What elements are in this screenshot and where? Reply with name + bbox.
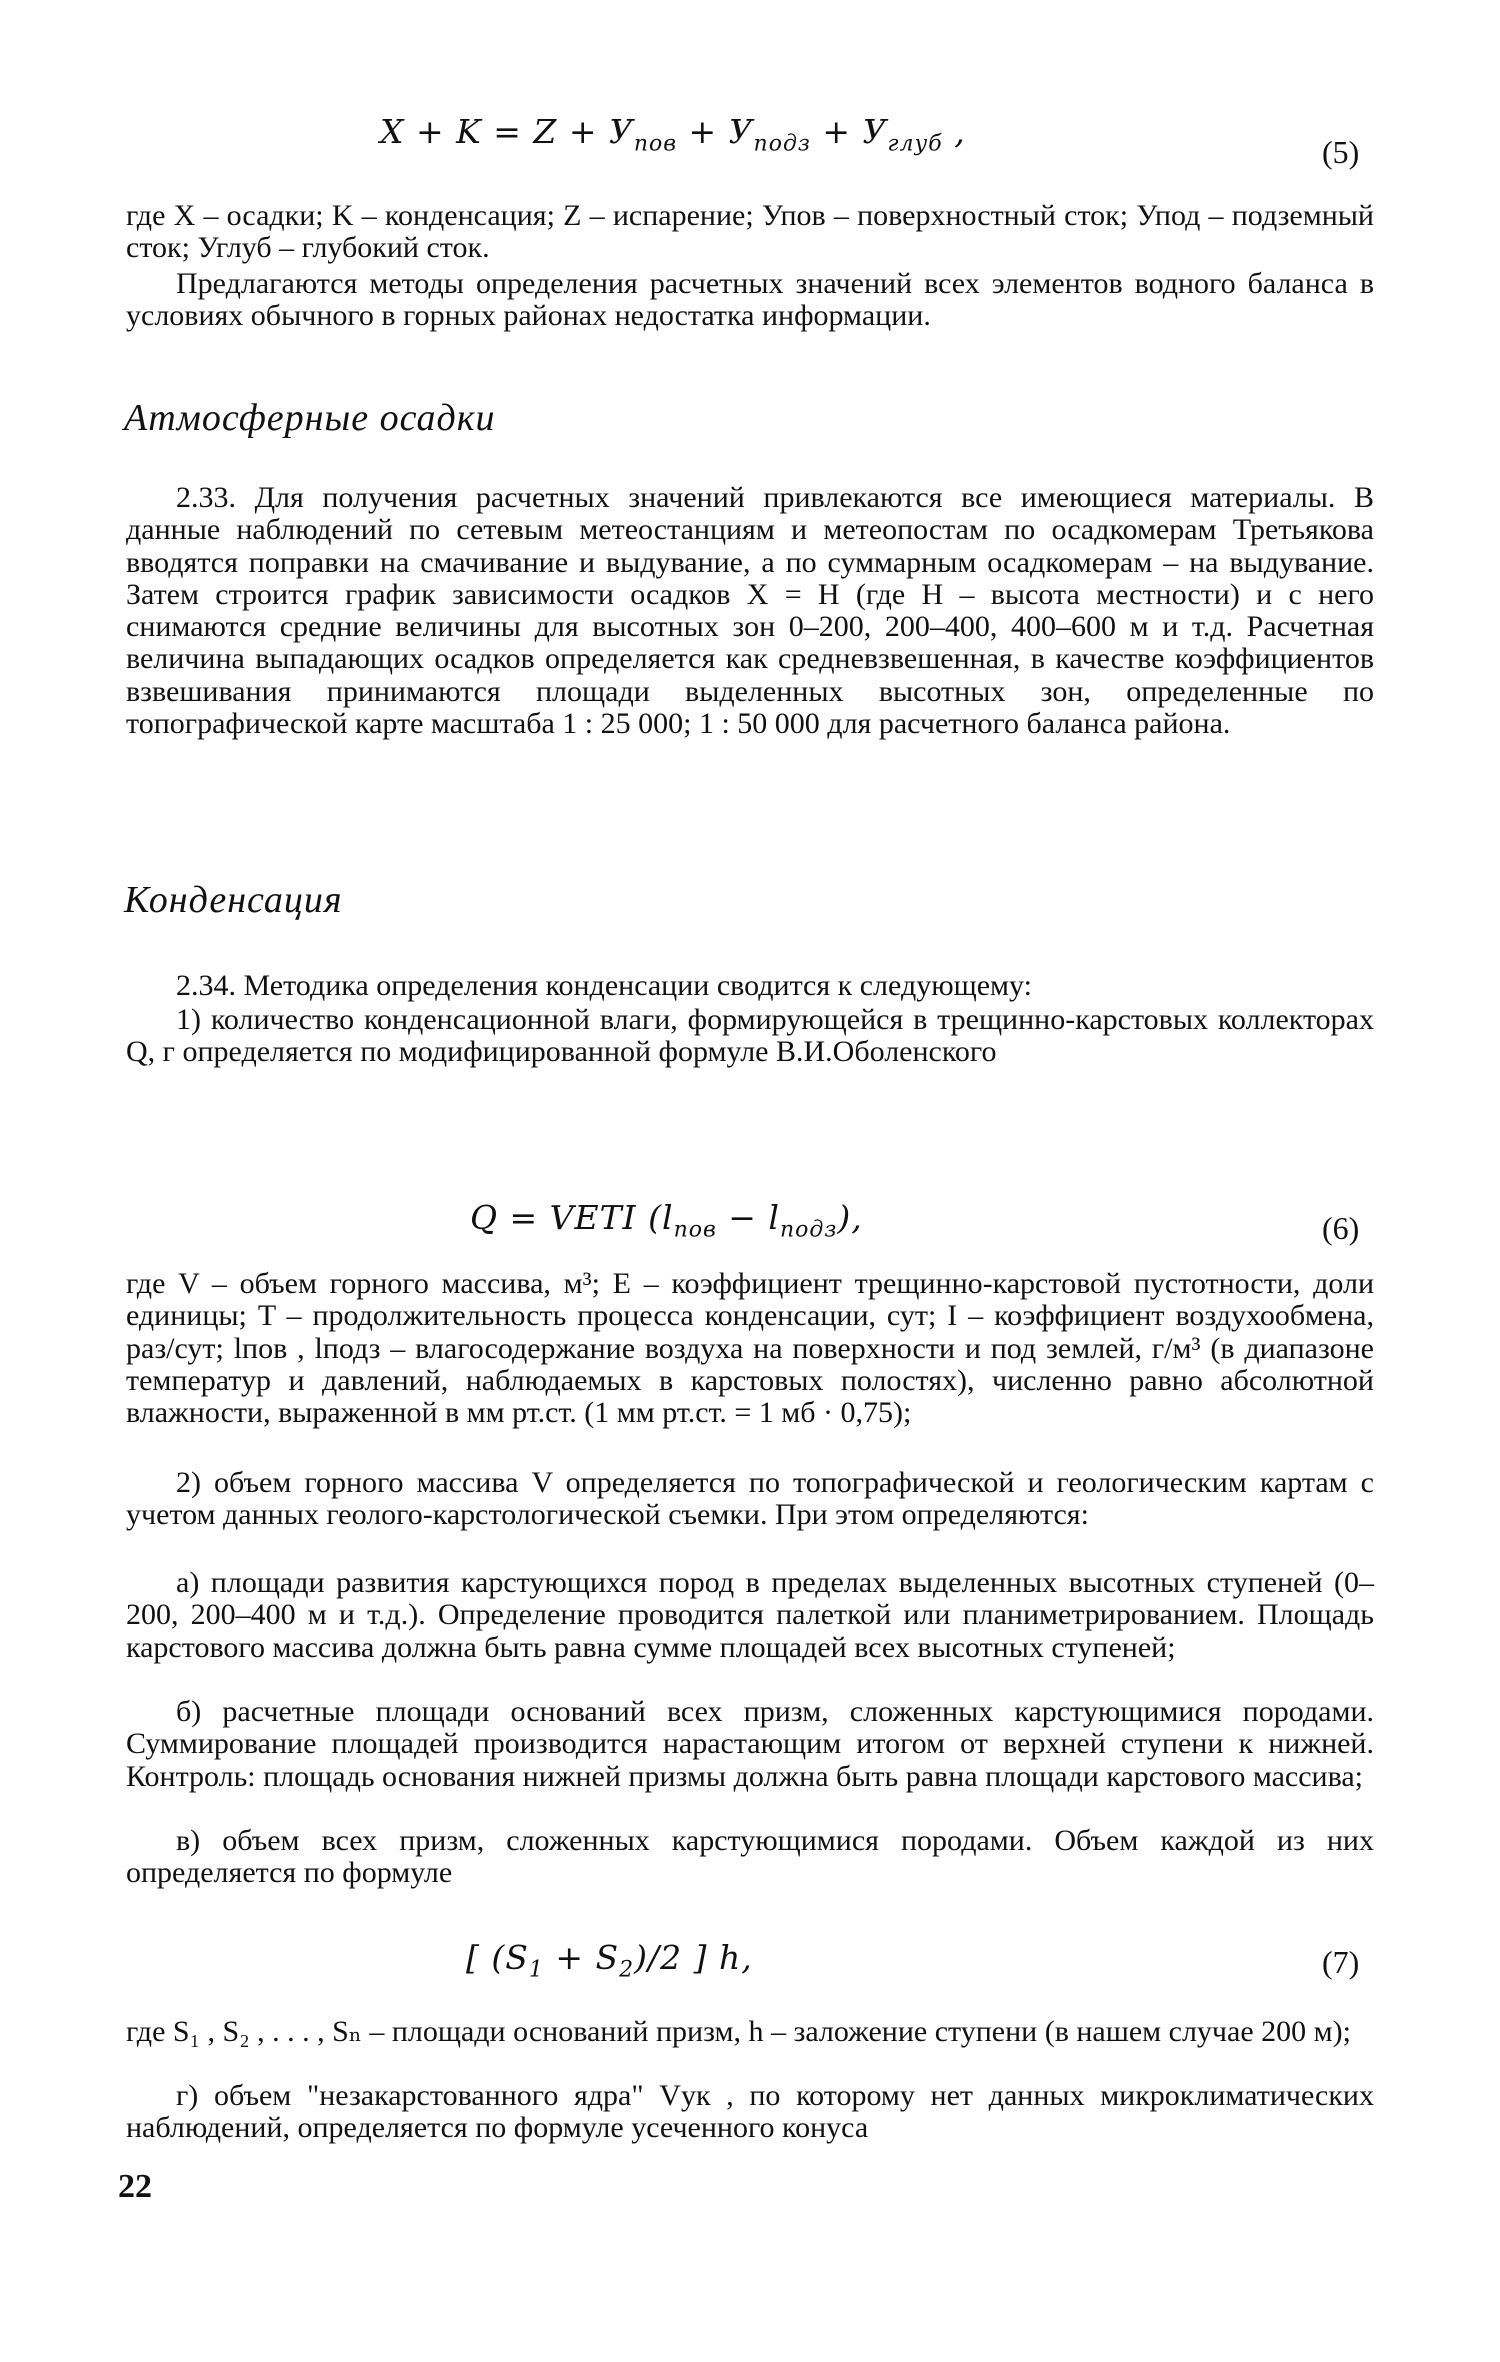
formula-7-sub: 2 [619,1957,635,1983]
formula-6-part: ), [837,1198,863,1237]
formula-5-part: , [942,112,966,151]
paragraph-2-34: 2.34. Методика определения конденсации сводится к следующему: [176,969,1032,1002]
paragraph-legend-7: где S₁ , S₂ , . . . , Sₙ – площади оснований призм, h – заложение ступени (в нашем случае 200 м); [126,2015,1351,2048]
formula-7-part: + S [543,1938,620,1977]
paragraph-item-2: 2) объем горного массива V определяется по топографической и геологическим картам с учетом данных геолого-карстологической съемки. При этом определяются: [126,1466,1374,1532]
formula-5-sub: подз [753,131,811,157]
formula-7-part: [ (S [466,1938,529,1977]
formula-5-part: X + K = Z + У [380,112,634,151]
formula-5 [380,112,966,157]
formula-6-part: − l [716,1198,780,1237]
paragraph-legend-6: где V – объем горного массива, м³; E – коэффициент трещинно-карстовой пустотности, доли единицы; T – продолжительность процесса конденсации, сут; I – коэффициент воздухообмена, раз/сут; lпов , lподз – влагосодержание воздуха на поверхности и под землей, г/м³ (в диапазоне температур и давлений, наблюдаемых в карстовых полостях), численно равно абсолютной влажности, выраженной в мм рт.ст. (1 мм рт.ст. = 1 мб · 0,75); [126,1267,1374,1430]
formula-7 [466,1938,753,1983]
page-number: 22 [118,2168,152,2205]
formula-7-sub: 1 [528,1957,544,1983]
paragraph-item-v: в) объем всех призм, сложенных карстующимися породами. Объем каждой из них определяется по формуле [126,1824,1374,1890]
paragraph-legend-5: где X – осадки; K – конденсация; Z – испарение; Упов – поверхностный сток; Упод – подземный сток; Углуб – глубокий сток. [126,199,1374,265]
formula-6 [470,1198,863,1243]
paragraph-item-b: б) расчетные площади оснований всех призм, сложенных карстующимися породами. Суммирование площадей производится нарастающим итогом от верхней ступени к нижней. Контроль: площадь основания нижней призмы должна быть равна площади карстового массива; [126,1695,1374,1793]
equation-number-5: (5) [1322,134,1360,170]
formula-5-part: + У [677,112,754,151]
formula-7-part: )/2 ] h, [634,1938,753,1977]
section-heading-condensation: Конденсация [124,879,343,921]
formula-6-sub: подз [779,1217,838,1243]
formula-6-part: Q = VETI (l [470,1198,674,1237]
paragraph-2-33: 2.33. Для получения расчетных значений привлекаются все имеющиеся материалы. В данные наблюдений по сетевым метеостанциям и метеопостам по осадкомерам Третьякова вводятся поправки на смачивание и выдувание, а по суммарным осадкомерам – на выдувание. Затем строится график зависимости осадков X = H (где H – высота местности) и с него снимаются средние величины для высотных зон 0–200, 200–400, 400–600 м и т.д. Расчетная величина выпадающих осадков определяется как средневзвешенная, в качестве коэффициентов взвешивания принимаются площади выделенных высотных зон, определенные по топографической карте масштаба 1 : 25 000; 1 : 50 000 для расчетного баланса района. [126,481,1374,741]
paragraph-item-g: г) объем "незакарстованного ядра" Vук , по которому нет данных микроклиматических наблюдений, определяется по формуле усеченного конуса [126,2079,1374,2145]
equation-number-7: (7) [1322,1944,1360,1980]
formula-5-part: + У [810,112,888,151]
paragraph-item-1: 1) количество конденсационной влаги, формирующейся в трещинно-карстовых коллекторах Q, г определяется по модифицированной формуле В.И.Оболенского [126,1003,1374,1069]
equation-number-6: (6) [1322,1210,1360,1246]
section-heading-precipitation: Атмосферные осадки [124,397,496,439]
paragraph-intro: Предлагаются методы определения расчетных значений всех элементов водного баланса в условиях обычного в горных районах недостатка информации. [126,267,1374,333]
formula-5-sub: глуб [887,131,943,157]
formula-5-sub: пов [633,131,678,157]
formula-6-sub: пов [673,1217,717,1243]
paragraph-item-a: а) площади развития карстующихся пород в пределах выделенных высотных ступеней (0–200, 200–400 м и т.д.). Определение проводится палеткой или планиметрированием. Площадь карстового массива должна быть равна сумме площадей всех высотных ступеней; [126,1566,1374,1664]
